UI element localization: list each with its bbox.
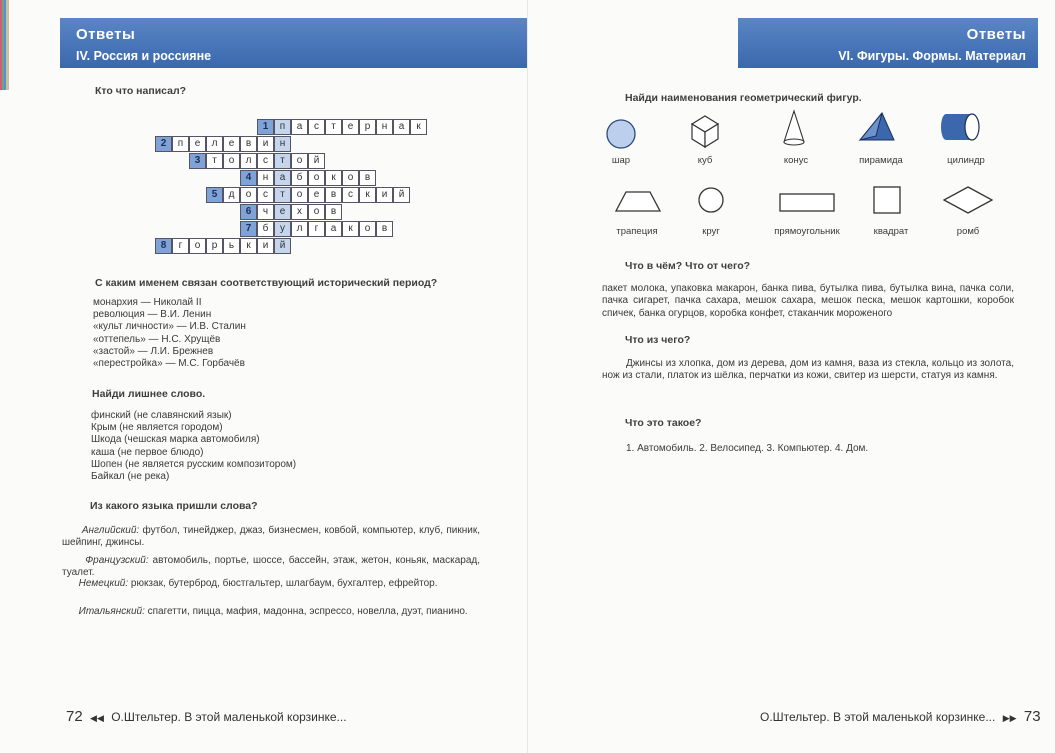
crossword-letter-cell: г xyxy=(308,221,325,237)
cylinder-icon xyxy=(938,111,986,145)
crossword-letter-cell: в xyxy=(325,204,342,220)
double-arrow-left-icon: ◀◀ xyxy=(90,713,104,723)
shapes-heading: Найди наименования геометрический фигур. xyxy=(625,92,862,104)
crossword-letter-cell: л xyxy=(291,221,308,237)
crossword-letter-cell: в xyxy=(376,221,393,237)
list-item: «оттепель» — Н.С. Хрущёв xyxy=(93,333,221,345)
crossword-letter-cell: к xyxy=(342,221,359,237)
crossword-letter-cell: л xyxy=(240,153,257,169)
language-name: Французский: xyxy=(85,555,149,566)
crossword-letter-cell: о xyxy=(342,170,359,186)
periods-list xyxy=(93,297,473,370)
crossword-key-cell: п xyxy=(274,119,291,135)
crossword-letter-cell: в xyxy=(240,136,257,152)
crossword-letter-cell: а xyxy=(291,119,308,135)
odd-word-heading: Найди лишнее слово. xyxy=(92,388,206,400)
crossword-letter-cell: е xyxy=(223,136,240,152)
shape-label: прямоугольник xyxy=(774,226,840,237)
crossword-letter-cell: к xyxy=(240,238,257,254)
crossword-key-cell: т xyxy=(274,187,291,203)
square-icon xyxy=(871,184,903,216)
crossword-letter-cell: а xyxy=(393,119,410,135)
crossword-letter-cell: о xyxy=(223,153,240,169)
crossword-letter-cell: й xyxy=(393,187,410,203)
crossword-letter-cell: ь xyxy=(223,238,240,254)
language-paragraph-italian xyxy=(62,606,480,618)
what-is-it-answer: 1. Автомобиль. 2. Велосипед. 3. Компьютер. 4. Дом. xyxy=(626,443,869,454)
made-of-answer: Джинсы из хлопка, дом из дерева, дом из камня, ваза из стекла, кольцо из золота, нож из стали, платок из шёлка, перчатки из кожи, свитер из шерсти, статуя из камня. xyxy=(602,358,1014,382)
crossword-letter-cell: г xyxy=(172,238,189,254)
crossword-key-cell: у xyxy=(274,221,291,237)
crossword-number-cell: 8 xyxy=(155,238,172,254)
crossword-letter-cell: д xyxy=(223,187,240,203)
crossword-letter-cell: в xyxy=(359,170,376,186)
crossword-letter-cell: е xyxy=(342,119,359,135)
section-subtitle: VI. Фигуры. Формы. Материал xyxy=(838,49,1026,63)
list-item: «перестройка» — М.С. Горбачёв xyxy=(93,358,245,370)
crossword-key-cell: е xyxy=(274,204,291,220)
pyramid-icon xyxy=(854,110,898,144)
section-banner-left xyxy=(60,18,528,68)
shape-label: куб xyxy=(697,155,713,166)
crossword-number-cell: 7 xyxy=(240,221,257,237)
book-title: О.Штельтер. В этой маленькой корзинке... xyxy=(760,710,996,724)
crossword-key-cell: й xyxy=(274,238,291,254)
page-number: 73 xyxy=(1023,708,1041,725)
crossword-letter-cell: б xyxy=(291,170,308,186)
circle-icon xyxy=(696,185,726,215)
crossword-grid xyxy=(155,119,421,254)
cone-icon xyxy=(779,108,809,150)
sphere-icon xyxy=(604,117,638,151)
what-in-what-heading: Что в чём? Что от чего? xyxy=(625,260,751,272)
shape-label: шар xyxy=(611,155,631,166)
language-paragraph-french xyxy=(62,555,480,580)
trapezoid-icon xyxy=(614,190,664,214)
language-paragraph-english xyxy=(62,525,480,550)
shape-label: пирамида xyxy=(859,155,903,166)
crossword-letter-cell: л xyxy=(206,136,223,152)
shape-label: квадрат xyxy=(873,226,909,237)
crossword-letter-cell: и xyxy=(376,187,393,203)
language-words: рюкзак, бутерброд, бюстгальтер, шлагбаум, бухгалтер, ефрейтор. xyxy=(128,578,438,589)
language-words: футбол, тинейджер, джаз, бизнесмен, ковбой, компьютер, клуб, пикник, шейпинг, джинсы. xyxy=(62,525,480,549)
shape-label: цилиндр xyxy=(947,155,985,166)
right-page xyxy=(528,0,1055,753)
section-subtitle: IV. Россия и россияне xyxy=(76,49,212,63)
crossword-heading: Кто что написал? xyxy=(95,85,187,97)
language-name: Английский: xyxy=(81,525,140,536)
odd-word-list xyxy=(91,410,471,483)
shape-label: круг xyxy=(702,226,720,237)
section-title: Ответы xyxy=(966,26,1026,43)
crossword-letter-cell: о xyxy=(291,187,308,203)
list-item: Шопен (не является русским композитором) xyxy=(91,458,297,470)
crossword-key-cell: т xyxy=(274,153,291,169)
rhombus-icon xyxy=(942,185,994,215)
crossword-letter-cell: с xyxy=(342,187,359,203)
book-title: О.Штельтер. В этой маленькой корзинке... xyxy=(111,710,347,724)
list-item: Шкода (чешская марка автомобиля) xyxy=(91,434,260,446)
section-title: Ответы xyxy=(76,26,136,43)
made-of-heading: Что из чего? xyxy=(625,334,691,346)
page-number: 72 xyxy=(66,708,83,725)
page-footer-left xyxy=(66,708,347,725)
page-footer-right xyxy=(760,708,1041,725)
crossword-letter-cell: ч xyxy=(257,204,274,220)
language-paragraph-german xyxy=(62,578,480,590)
crossword-letter-cell: е xyxy=(308,187,325,203)
crossword-letter-cell: р xyxy=(359,119,376,135)
crossword-letter-cell: о xyxy=(359,221,376,237)
crossword-letter-cell: к xyxy=(410,119,427,135)
crossword-key-cell: а xyxy=(274,170,291,186)
list-item: «застой» — Л.И. Брежнев xyxy=(93,345,214,357)
crossword-letter-cell: т xyxy=(206,153,223,169)
list-item: революция — В.И. Ленин xyxy=(93,309,212,321)
crossword-letter-cell: о xyxy=(291,153,308,169)
crossword-letter-cell: о xyxy=(240,187,257,203)
crossword-letter-cell: и xyxy=(257,136,274,152)
periods-heading: С каким именем связан соответствующий исторический период? xyxy=(95,277,438,289)
crossword-letter-cell: б xyxy=(257,221,274,237)
what-is-it-heading: Что это такое? xyxy=(625,417,702,429)
list-item: Байкал (не река) xyxy=(91,471,170,483)
crossword-key-cell: н xyxy=(274,136,291,152)
crossword-letter-cell: к xyxy=(359,187,376,203)
double-arrow-right-icon: ▶▶ xyxy=(1002,713,1017,723)
crossword-letter-cell: х xyxy=(291,204,308,220)
page-edge-stripe xyxy=(0,0,9,90)
language-name: Итальянский: xyxy=(78,606,145,617)
crossword-number-cell: 5 xyxy=(206,187,223,203)
section-banner-right xyxy=(738,18,1038,68)
crossword-letter-cell: о xyxy=(308,170,325,186)
crossword-letter-cell: н xyxy=(376,119,393,135)
what-in-what-answer: пакет молока, упаковка макарон, банка пива, бутылка пива, бутылка вина, пачка соли, пачка сигарет, пачка сахара, мешок сахара, мешок песка, мешок картошки, коробок спичек, банка огурцов, коробка конфет, стаканчик мороженого xyxy=(602,283,1014,319)
crossword-number-cell: 1 xyxy=(257,119,274,135)
rectangle-icon xyxy=(778,192,838,214)
crossword-letter-cell: й xyxy=(308,153,325,169)
crossword-letter-cell: с xyxy=(257,153,274,169)
crossword-letter-cell: а xyxy=(325,221,342,237)
crossword-number-cell: 3 xyxy=(189,153,206,169)
shape-label: ромб xyxy=(956,226,980,237)
shape-label: трапеция xyxy=(616,226,658,237)
crossword-letter-cell: с xyxy=(308,119,325,135)
crossword-letter-cell: о xyxy=(308,204,325,220)
crossword-letter-cell: о xyxy=(189,238,206,254)
crossword-letter-cell: р xyxy=(206,238,223,254)
crossword-letter-cell: н xyxy=(257,170,274,186)
list-item: монархия — Николай II xyxy=(93,297,202,308)
languages-heading: Из какого языка пришли слова? xyxy=(90,500,258,512)
crossword-number-cell: 2 xyxy=(155,136,172,152)
list-item: каша (не первое блюдо) xyxy=(91,446,204,458)
language-words: спагетти, пицца, мафия, мадонна, эспрессо, новелла, дуэт, пианино. xyxy=(144,606,468,617)
crossword-letter-cell: е xyxy=(189,136,206,152)
crossword-number-cell: 4 xyxy=(240,170,257,186)
crossword-letter-cell: с xyxy=(257,187,274,203)
crossword-letter-cell: и xyxy=(257,238,274,254)
shape-label: конус xyxy=(783,155,809,166)
crossword-letter-cell: к xyxy=(325,170,342,186)
crossword-number-cell: 6 xyxy=(240,204,257,220)
language-name: Немецкий: xyxy=(78,578,129,589)
language-words: автомобиль, портье, шоссе, бассейн, этаж, жетон, коньяк, маскарад, туалет. xyxy=(62,555,481,579)
list-item: финский (не славянский язык) xyxy=(91,410,232,421)
crossword-letter-cell: в xyxy=(325,187,342,203)
crossword-letter-cell: п xyxy=(172,136,189,152)
list-item: Крым (не является городом) xyxy=(91,422,223,434)
cube-icon xyxy=(688,112,722,150)
crossword-letter-cell: т xyxy=(325,119,342,135)
list-item: «культ личности» — И.В. Сталин xyxy=(93,321,246,333)
